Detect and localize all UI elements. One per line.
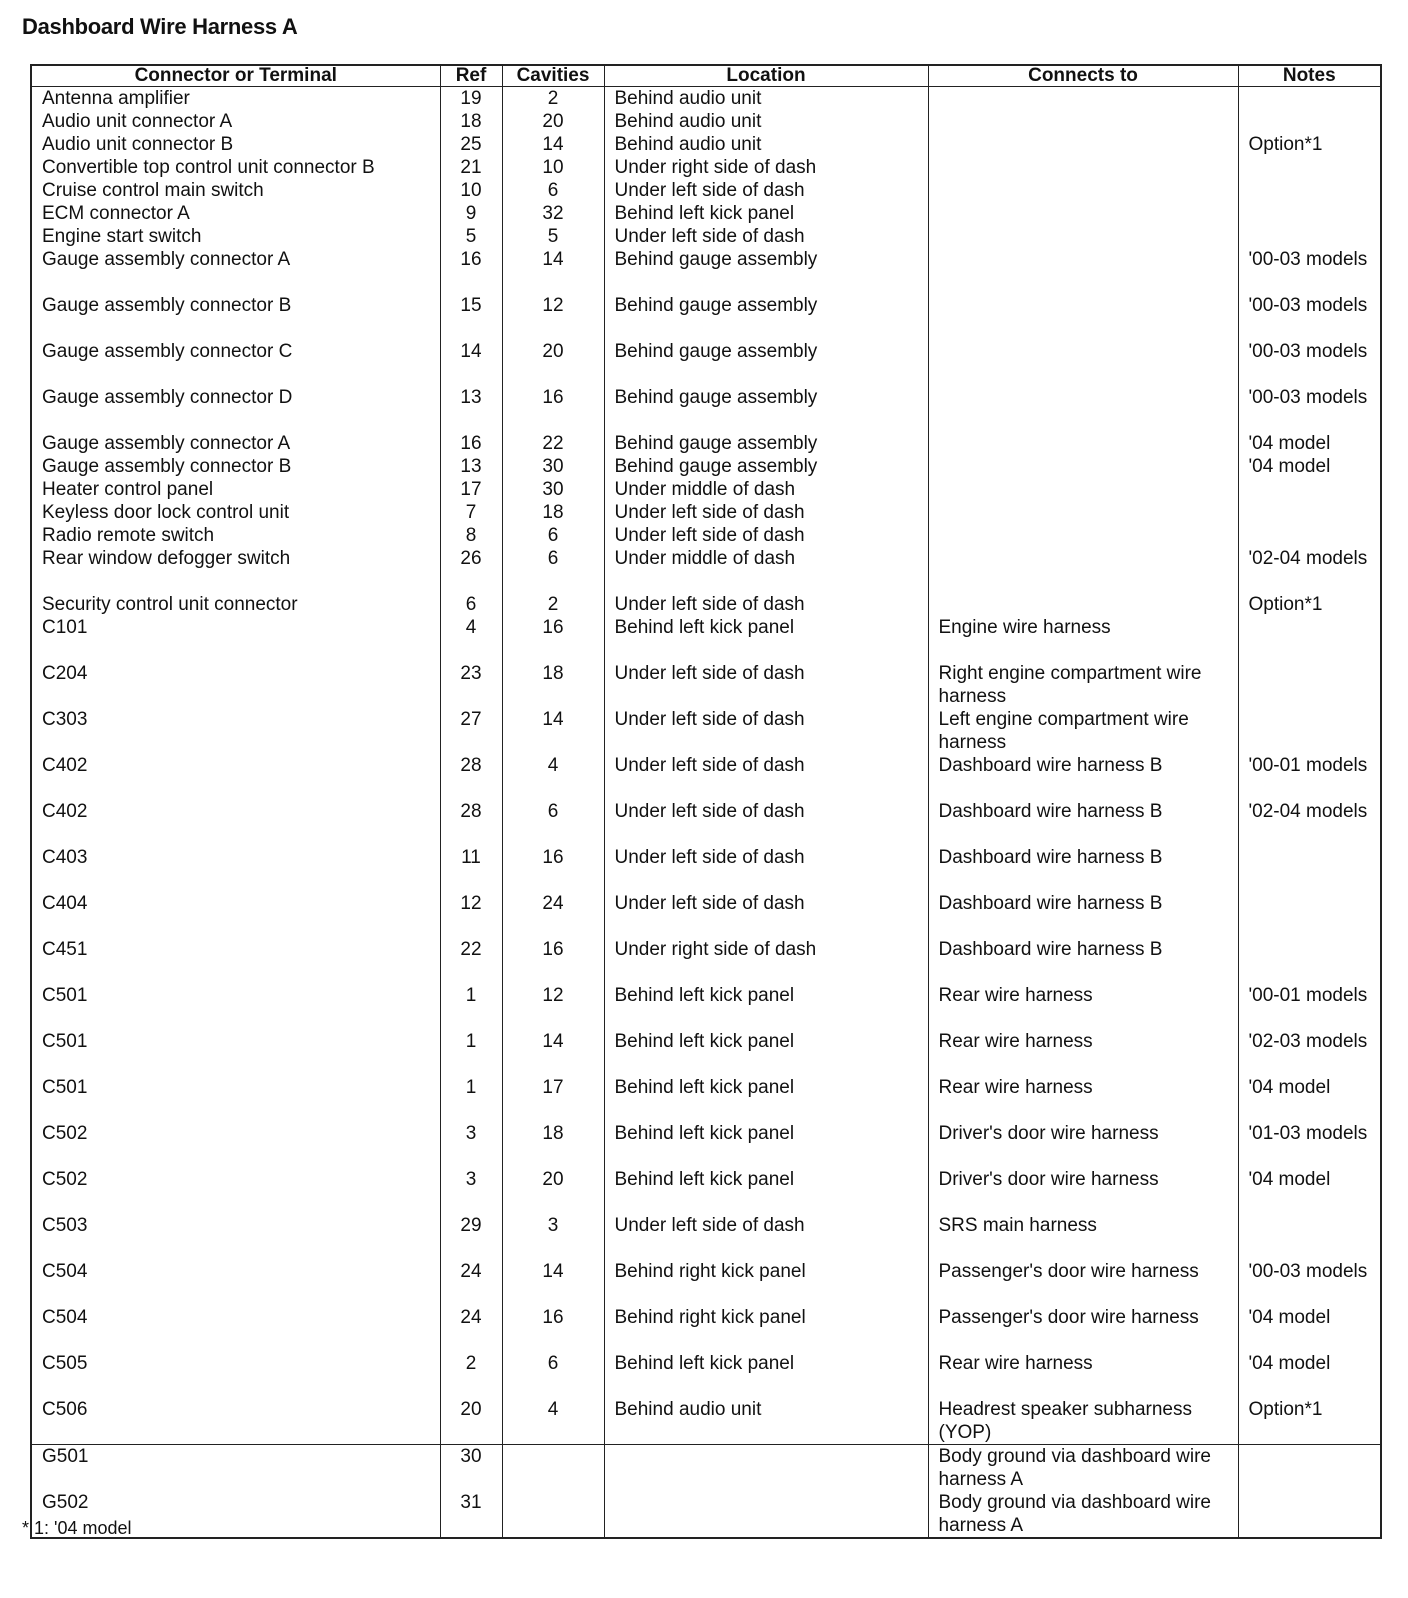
cell-cavities: 30 [502,455,604,478]
cell-connects-to: Body ground via dashboard wire harness A [928,1445,1238,1492]
cell-cavities: 6 [502,547,604,593]
cell-notes: '00-03 models [1248,1261,1368,1282]
cell-connects-to [928,593,1238,616]
header-connector: Connector or Terminal [32,66,440,87]
cell-location: Behind audio unit [604,110,928,133]
table-row [32,110,1380,133]
cell-notes [1238,1214,1380,1260]
cell-notes [1238,87,1380,111]
cell-ref: 3 [440,1122,502,1168]
cell-connects-to: Dashboard wire harness B [928,892,1238,938]
cell-connects-to: Rear wire harness [928,1076,1238,1122]
cell-location: Behind left kick panel [604,984,928,1030]
cell-location: Under left side of dash [604,754,928,800]
cell-location: Behind left kick panel [604,1168,928,1214]
cell-connects-to [928,340,1238,386]
cell-ref: 21 [440,156,502,179]
cell-cavities: 14 [502,248,604,294]
cell-cavities: 16 [502,616,604,662]
cell-connector: C303 [32,708,440,754]
cell-ref: 29 [440,1214,502,1260]
cell-notes: '01-03 models [1248,1123,1368,1144]
cell-connects-to [928,248,1238,294]
cell-connector: ECM connector A [32,202,440,225]
cell-connector: Gauge assembly connector A [32,248,440,294]
cell-ref: 17 [440,478,502,501]
cell-cavities: 18 [502,662,604,708]
cell-ref: 11 [440,846,502,892]
cell-connector: Cruise control main switch [32,179,440,202]
cell-connector: C204 [32,662,440,708]
cell-cavities: 16 [502,938,604,984]
cell-connects-to: Right engine compartment wire harness [928,662,1238,708]
cell-connects-to: Dashboard wire harness B [928,938,1238,984]
cell-connects-to [928,179,1238,202]
cell-notes: Option*1 [1248,134,1323,155]
cell-ref: 19 [440,87,502,111]
cell-connector: C502 [32,1122,440,1168]
cell-ref: 24 [440,1306,502,1352]
cell-notes: '04 model [1248,433,1331,454]
cell-location: Behind audio unit [604,133,928,156]
cell-notes [1238,478,1380,501]
header-ref: Ref [440,66,502,87]
cell-ref: 8 [440,524,502,547]
cell-connector: C505 [32,1352,440,1398]
cell-ref: 16 [440,432,502,455]
cell-location: Under left side of dash [604,1214,928,1260]
table-header-row [32,66,1380,87]
table-row [32,478,1380,501]
cell-ref: 27 [440,708,502,754]
table-row [32,892,1380,938]
cell-notes [1238,202,1380,225]
cell-location: Behind left kick panel [604,202,928,225]
cell-connector: G501 [32,1445,440,1492]
cell-connector: C402 [32,800,440,846]
cell-location: Under left side of dash [604,800,928,846]
cell-cavities: 3 [502,1214,604,1260]
cell-connector: Rear window defogger switch [32,547,440,593]
cell-ref: 10 [440,179,502,202]
cell-notes [1238,1491,1380,1537]
cell-location: Under left side of dash [604,593,928,616]
cell-notes [1238,938,1380,984]
cell-connector: Engine start switch [32,225,440,248]
cell-location: Behind gauge assembly [604,432,928,455]
table-row [32,386,1380,432]
cell-location: Behind left kick panel [604,1076,928,1122]
cell-connects-to [928,432,1238,455]
cell-cavities: 6 [502,1352,604,1398]
cell-connector: Radio remote switch [32,524,440,547]
cell-notes [1238,501,1380,524]
cell-notes: '00-03 models [1248,249,1368,270]
cell-notes: '04 model [1248,1353,1331,1374]
cell-notes: '04 model [1248,1307,1331,1328]
cell-ref: 20 [440,1398,502,1445]
cell-connects-to: Driver's door wire harness [928,1122,1238,1168]
cell-connects-to [928,225,1238,248]
cell-connector: C504 [32,1306,440,1352]
cell-cavities: 30 [502,478,604,501]
harness-table [30,64,1382,1539]
cell-location: Behind gauge assembly [604,386,928,432]
cell-cavities: 6 [502,179,604,202]
cell-connects-to: Rear wire harness [928,1030,1238,1076]
cell-connector: Antenna amplifier [32,87,440,111]
cell-location: Under left side of dash [604,892,928,938]
cell-connects-to [928,202,1238,225]
cell-cavities: 6 [502,524,604,547]
cell-location [604,1491,928,1537]
cell-cavities: 12 [502,984,604,1030]
cell-cavities: 16 [502,846,604,892]
table-row [32,846,1380,892]
table-row [32,1491,1380,1537]
cell-connector: G502 [32,1491,440,1537]
cell-connects-to: Left engine compartment wire harness [928,708,1238,754]
table-row [32,1076,1380,1122]
cell-connector: C404 [32,892,440,938]
cell-connector: Gauge assembly connector B [32,294,440,340]
cell-cavities: 20 [502,1168,604,1214]
cell-connects-to: Rear wire harness [928,1352,1238,1398]
cell-ref: 26 [440,547,502,593]
cell-location: Under right side of dash [604,156,928,179]
cell-cavities: 16 [502,1306,604,1352]
table-row [32,1030,1380,1076]
cell-notes: '00-01 models [1248,985,1368,1006]
header-cavities: Cavities [502,66,604,87]
cell-location: Under left side of dash [604,662,928,708]
cell-cavities: 12 [502,294,604,340]
cell-connects-to: Engine wire harness [928,616,1238,662]
header-location: Location [604,66,928,87]
cell-location: Behind gauge assembly [604,340,928,386]
cell-location: Behind gauge assembly [604,248,928,294]
cell-ref: 18 [440,110,502,133]
cell-connects-to [928,501,1238,524]
table-row [32,248,1380,294]
cell-connector: C506 [32,1398,440,1445]
cell-connects-to: Headrest speaker subharness (YOP) [928,1398,1238,1445]
cell-ref: 1 [440,1030,502,1076]
cell-ref: 24 [440,1260,502,1306]
cell-cavities: 18 [502,501,604,524]
cell-notes: '00-03 models [1248,387,1368,408]
table-row [32,708,1380,754]
cell-ref: 7 [440,501,502,524]
cell-cavities: 4 [502,1398,604,1445]
cell-connector: Gauge assembly connector A [32,432,440,455]
cell-connects-to [928,386,1238,432]
table-row [32,662,1380,708]
cell-connects-to [928,110,1238,133]
cell-notes: '02-04 models [1248,548,1368,569]
cell-cavities: 20 [502,340,604,386]
cell-connects-to: Body ground via dashboard wire harness A [928,1491,1238,1537]
cell-connects-to [928,87,1238,111]
cell-ref: 22 [440,938,502,984]
cell-notes [1238,892,1380,938]
cell-notes [1238,225,1380,248]
cell-connects-to [928,478,1238,501]
table-row [32,1398,1380,1445]
cell-connector: C451 [32,938,440,984]
cell-ref: 13 [440,386,502,432]
cell-connector: C403 [32,846,440,892]
cell-location: Under middle of dash [604,478,928,501]
cell-connector: Security control unit connector [32,593,440,616]
cell-ref: 1 [440,984,502,1030]
cell-connects-to [928,547,1238,593]
cell-ref: 13 [440,455,502,478]
cell-notes: '04 model [1248,456,1331,477]
cell-connector: Gauge assembly connector D [32,386,440,432]
cell-location: Under left side of dash [604,179,928,202]
cell-connector: C503 [32,1214,440,1260]
cell-cavities: 6 [502,800,604,846]
cell-connector: C502 [32,1168,440,1214]
cell-connects-to: Dashboard wire harness B [928,754,1238,800]
cell-ref: 3 [440,1168,502,1214]
cell-location: Behind right kick panel [604,1260,928,1306]
cell-ref: 23 [440,662,502,708]
table-row [32,225,1380,248]
cell-cavities: 14 [502,708,604,754]
cell-location: Under left side of dash [604,708,928,754]
cell-ref: 16 [440,248,502,294]
cell-notes: '02-03 models [1248,1031,1368,1052]
cell-location: Behind gauge assembly [604,294,928,340]
cell-cavities: 24 [502,892,604,938]
table-row [32,340,1380,386]
cell-notes: '04 model [1248,1077,1331,1098]
table-row [32,1260,1380,1306]
table-row [32,156,1380,179]
cell-connects-to [928,156,1238,179]
cell-cavities: 14 [502,1260,604,1306]
cell-notes [1238,179,1380,202]
cell-connects-to [928,524,1238,547]
cell-connector: Audio unit connector B [32,133,440,156]
cell-connector: C501 [32,1076,440,1122]
cell-connects-to: Passenger's door wire harness [928,1260,1238,1306]
table-row [32,593,1380,616]
cell-notes [1238,524,1380,547]
cell-connects-to: Passenger's door wire harness [928,1306,1238,1352]
table-row [32,202,1380,225]
cell-connector: C101 [32,616,440,662]
cell-notes [1238,708,1380,754]
table-row [32,1214,1380,1260]
cell-notes: '02-04 models [1248,801,1368,822]
cell-ref: 30 [440,1445,502,1492]
table-row [32,800,1380,846]
page-title: Dashboard Wire Harness A [22,14,298,39]
cell-location: Behind gauge assembly [604,455,928,478]
cell-ref: 1 [440,1076,502,1122]
cell-cavities: 2 [502,593,604,616]
cell-location: Behind right kick panel [604,1306,928,1352]
table-row [32,754,1380,800]
cell-cavities [502,1445,604,1492]
table-row [32,179,1380,202]
cell-location: Under right side of dash [604,938,928,984]
cell-notes [1238,616,1380,662]
cell-connector: C501 [32,984,440,1030]
table-row [32,938,1380,984]
cell-notes: Option*1 [1248,594,1323,615]
cell-location: Under middle of dash [604,547,928,593]
cell-cavities: 14 [502,1030,604,1076]
cell-connector: Gauge assembly connector B [32,455,440,478]
cell-ref: 25 [440,133,502,156]
cell-connects-to: Driver's door wire harness [928,1168,1238,1214]
cell-ref: 4 [440,616,502,662]
cell-location: Behind left kick panel [604,616,928,662]
cell-connector: C501 [32,1030,440,1076]
table-row [32,524,1380,547]
cell-connector: Audio unit connector A [32,110,440,133]
cell-cavities: 32 [502,202,604,225]
cell-connects-to: SRS main harness [928,1214,1238,1260]
cell-location: Behind audio unit [604,87,928,111]
cell-ref: 12 [440,892,502,938]
cell-notes [1238,1445,1380,1492]
cell-ref: 2 [440,1352,502,1398]
cell-notes: '00-03 models [1248,341,1368,362]
cell-cavities: 5 [502,225,604,248]
cell-ref: 5 [440,225,502,248]
cell-ref: 28 [440,754,502,800]
cell-ref: 28 [440,800,502,846]
cell-location [604,1445,928,1492]
table-row [32,1122,1380,1168]
cell-cavities: 20 [502,110,604,133]
cell-connector: C504 [32,1260,440,1306]
cell-cavities: 22 [502,432,604,455]
cell-location: Behind audio unit [604,1398,928,1445]
cell-ref: 14 [440,340,502,386]
cell-notes: '04 model [1248,1169,1331,1190]
cell-connector: Convertible top control unit connector B [32,156,440,179]
cell-connector: Gauge assembly connector C [32,340,440,386]
cell-ref: 31 [440,1491,502,1537]
cell-location: Under left side of dash [604,501,928,524]
table-row [32,294,1380,340]
cell-cavities: 4 [502,754,604,800]
header-notes: Notes [1238,66,1380,87]
cell-notes: Option*1 [1248,1399,1323,1420]
header-connects-to: Connects to [928,66,1238,87]
cell-notes [1238,110,1380,133]
cell-location: Under left side of dash [604,846,928,892]
table-row [32,455,1380,478]
cell-connects-to: Dashboard wire harness B [928,800,1238,846]
cell-location: Under left side of dash [604,524,928,547]
cell-cavities: 2 [502,87,604,111]
cell-notes: '00-03 models [1248,295,1368,316]
table-row [32,501,1380,524]
table-row [32,547,1380,593]
table-row [32,133,1380,156]
cell-cavities: 17 [502,1076,604,1122]
footnote: * 1: '04 model [22,1518,132,1538]
table-row [32,1352,1380,1398]
cell-ref: 6 [440,593,502,616]
table-row [32,984,1380,1030]
cell-notes [1238,662,1380,708]
cell-connects-to: Dashboard wire harness B [928,846,1238,892]
cell-cavities: 14 [502,133,604,156]
table-row [32,616,1380,662]
table-row [32,1445,1380,1492]
cell-connector: C402 [32,754,440,800]
cell-cavities: 10 [502,156,604,179]
cell-connects-to [928,455,1238,478]
cell-connects-to [928,133,1238,156]
cell-cavities: 18 [502,1122,604,1168]
cell-cavities: 16 [502,386,604,432]
table-row [32,1168,1380,1214]
cell-ref: 15 [440,294,502,340]
cell-notes: '00-01 models [1248,755,1368,776]
cell-cavities [502,1491,604,1537]
cell-location: Behind left kick panel [604,1352,928,1398]
cell-connects-to: Rear wire harness [928,984,1238,1030]
cell-notes [1238,156,1380,179]
cell-location: Under left side of dash [604,225,928,248]
cell-location: Behind left kick panel [604,1122,928,1168]
cell-connector: Heater control panel [32,478,440,501]
cell-notes [1238,846,1380,892]
table-row [32,1306,1380,1352]
cell-ref: 9 [440,202,502,225]
table-row [32,432,1380,455]
cell-connector: Keyless door lock control unit [32,501,440,524]
cell-connects-to [928,294,1238,340]
cell-location: Behind left kick panel [604,1030,928,1076]
table-row [32,87,1380,111]
